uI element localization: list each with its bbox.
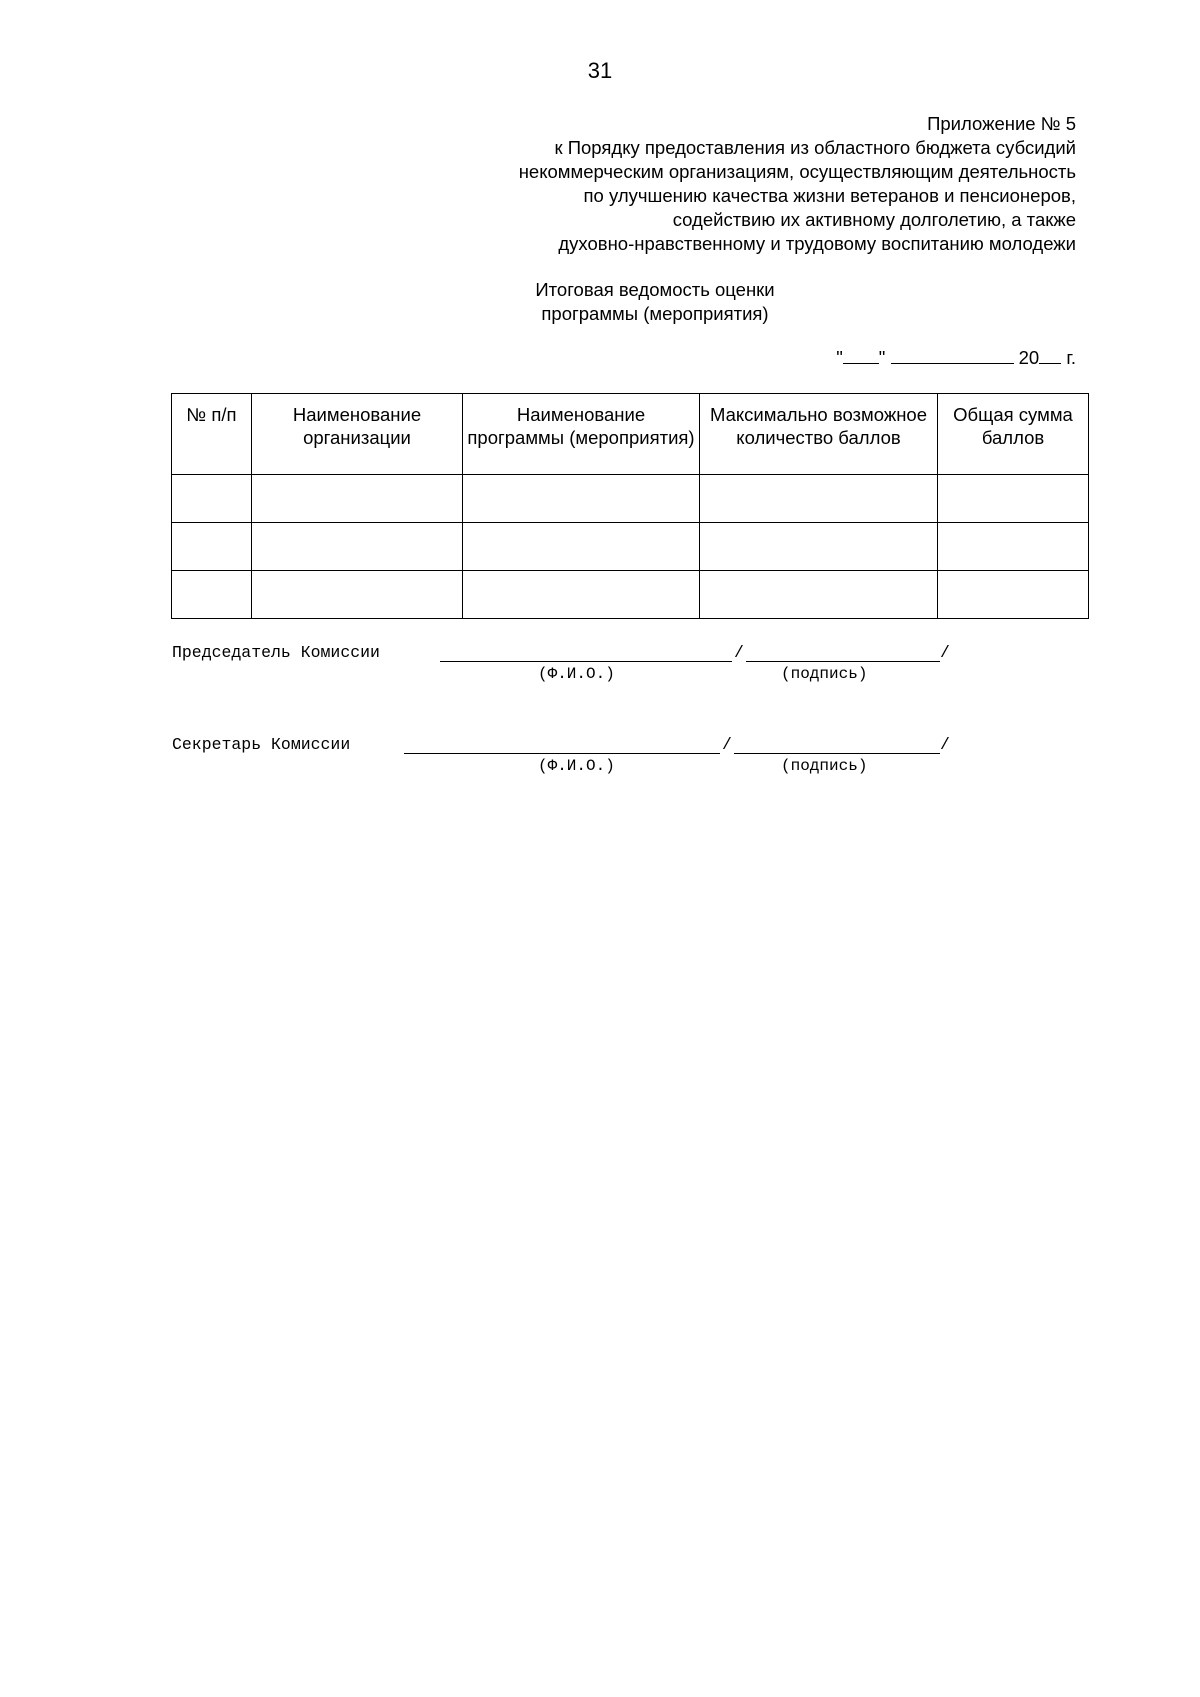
- table-row: [172, 475, 1089, 523]
- page-number: 31: [587, 58, 613, 83]
- table-cell[interactable]: [172, 475, 252, 523]
- chairman-fio-line[interactable]: [440, 643, 732, 662]
- annex-line: Приложение № 5: [927, 113, 1076, 134]
- title-line-1: Итоговая ведомость оценки: [535, 279, 775, 300]
- chairman-label: Председатель Комиссии: [172, 643, 380, 662]
- year-suffix: г.: [1066, 347, 1076, 368]
- secretary-label: Секретарь Комиссии: [172, 735, 351, 754]
- table-cell[interactable]: [172, 523, 252, 571]
- chairman-signature-line[interactable]: [746, 643, 940, 662]
- header-max-score: Максимально возможное количество баллов: [700, 394, 938, 475]
- table-row: [172, 571, 1089, 619]
- table-cell[interactable]: [252, 475, 463, 523]
- annex-line: содействию их активному долголетию, а также: [672, 209, 1076, 230]
- secretary-signature-block: [172, 735, 972, 785]
- table-cell[interactable]: [172, 571, 252, 619]
- header-program: Наименование программы (мероприятия): [463, 394, 700, 475]
- year-prefix: 20: [1018, 347, 1040, 368]
- date-quote-close: ": [878, 347, 886, 368]
- table-cell[interactable]: [938, 571, 1089, 619]
- table-header-row: [172, 394, 1089, 475]
- date-field: [836, 345, 1076, 369]
- chairman-signature-block: [172, 643, 972, 693]
- table-cell[interactable]: [700, 523, 938, 571]
- annex-line: духовно-нравственному и трудовому воспитанию молодежи: [558, 233, 1076, 254]
- chairman-fio-caption: (Ф.И.О.): [538, 665, 615, 683]
- header-number: № п/п: [172, 394, 252, 475]
- header-total-score: Общая сумма баллов: [938, 394, 1089, 475]
- year-blank[interactable]: [1039, 345, 1061, 364]
- annex-line: по улучшению качества жизни ветеранов и пенсионеров,: [583, 185, 1076, 206]
- chairman-slash: /: [734, 643, 744, 662]
- secretary-signature-caption: (подпись): [781, 757, 868, 775]
- month-blank[interactable]: [891, 345, 1014, 364]
- table-cell[interactable]: [463, 523, 700, 571]
- evaluation-table: [171, 393, 1089, 619]
- table-cell[interactable]: [252, 523, 463, 571]
- annex-header: [519, 112, 1076, 256]
- secretary-signature-line[interactable]: [734, 735, 940, 754]
- chairman-signature-caption: (подпись): [781, 665, 868, 683]
- table-cell[interactable]: [938, 523, 1089, 571]
- table-cell[interactable]: [700, 571, 938, 619]
- day-blank[interactable]: [843, 345, 879, 364]
- table-cell[interactable]: [252, 571, 463, 619]
- table-row: [172, 523, 1089, 571]
- secretary-slash: /: [722, 735, 732, 754]
- date-quote-open: ": [836, 347, 843, 368]
- annex-line: некоммерческим организациям, осуществляющим деятельность: [518, 161, 1076, 182]
- annex-line: к Порядку предоставления из областного бюджета субсидий: [554, 137, 1076, 158]
- chairman-slash-end: /: [940, 643, 950, 662]
- table-cell[interactable]: [463, 571, 700, 619]
- header-organization: Наименование организации: [252, 394, 463, 475]
- secretary-fio-line[interactable]: [404, 735, 720, 754]
- document-title: [500, 278, 810, 326]
- table-cell[interactable]: [463, 475, 700, 523]
- table-cell[interactable]: [700, 475, 938, 523]
- secretary-fio-caption: (Ф.И.О.): [538, 757, 615, 775]
- secretary-slash-end: /: [940, 735, 950, 754]
- table-cell[interactable]: [938, 475, 1089, 523]
- title-line-2: программы (мероприятия): [541, 303, 769, 324]
